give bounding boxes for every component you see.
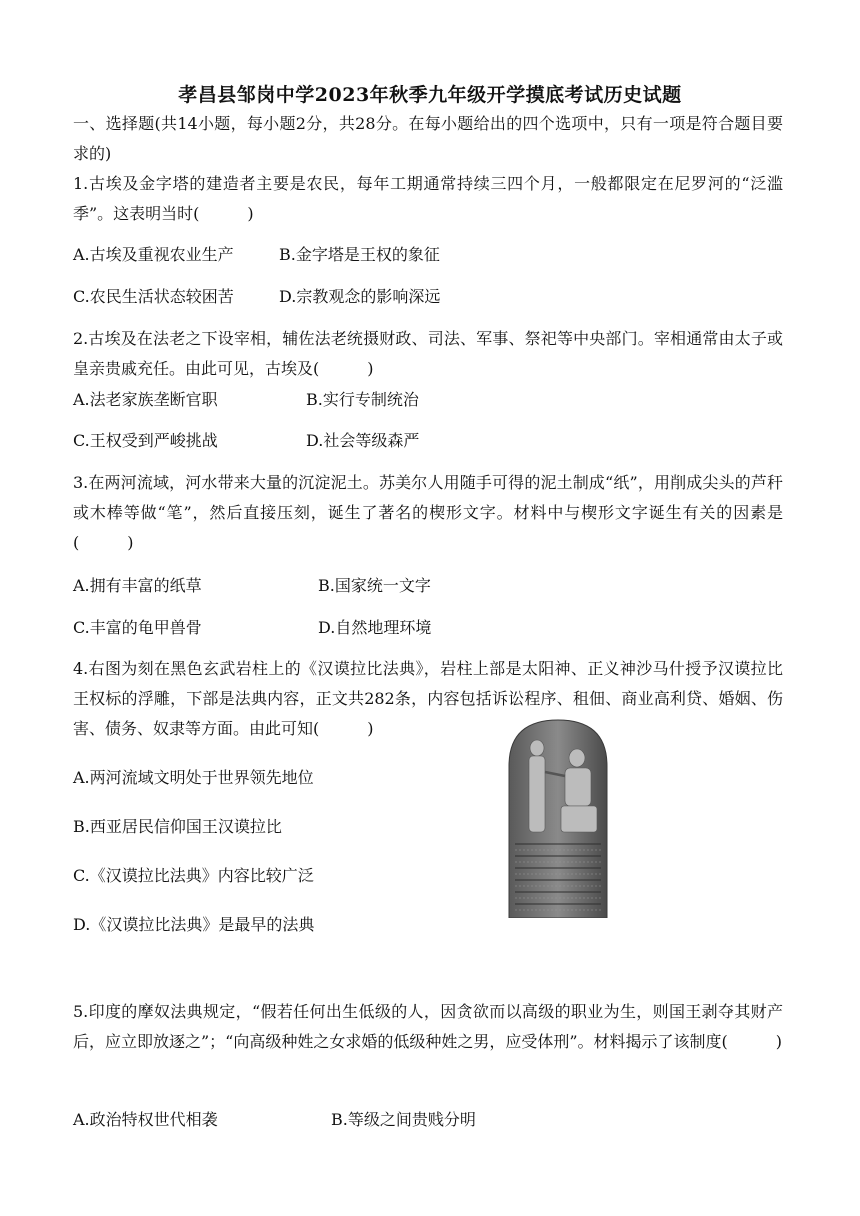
question-2-option-a[interactable]: A.法老家族垄断官职 — [73, 390, 218, 409]
question-5-option-a[interactable]: A.政治特权世代相袭 — [73, 1110, 218, 1129]
question-1-stem: 1.古埃及金字塔的建造者主要是农民，每年工期通常持续三四个月，一般都限定在尼罗河的“泛滥季”。这表明当时( ) — [73, 174, 783, 223]
question-4-option-a[interactable]: A.两河流域文明处于世界领先地位 — [73, 768, 314, 787]
question-4-option-d[interactable]: D.《汉谟拉比法典》是最早的法典 — [73, 915, 315, 934]
question-2-stem: 2.古埃及在法老之下设宰相，辅佐法老统摄财政、司法、军事、祭祀等中央部门。宰相通常由太子或皇亲贵戚充任。由此可见，古埃及( ) — [73, 329, 783, 378]
question-5-stem: 5.印度的摩奴法典规定，“假若任何出生低级的人，因贪欲而以高级的职业为生，则国王剥夺其财产后，应立即放逐之”；“向高级种姓之女求婚的低级种姓之男，应受体刑”。材料揭示了该制度( ) — [73, 1002, 783, 1051]
section-instructions: 一、选择题(共14小题，每小题2分，共28分。在每小题给出的四个选项中，只有一项是符合题目要求的) — [73, 114, 783, 163]
question-4-option-c[interactable]: C.《汉谟拉比法典》内容比较广泛 — [73, 866, 314, 885]
question-3-option-a[interactable]: A.拥有丰富的纸草 — [73, 576, 202, 595]
question-2-option-b[interactable]: B.实行专制统治 — [306, 390, 419, 409]
question-1-option-a[interactable]: A.古埃及重视农业生产 — [73, 245, 234, 264]
question-2-option-c[interactable]: C.王权受到严峻挑战 — [73, 431, 218, 450]
question-3-option-c[interactable]: C.丰富的龟甲兽骨 — [73, 618, 202, 637]
question-3-option-d[interactable]: D.自然地理环境 — [318, 618, 432, 637]
hammurabi-stele-image — [503, 718, 613, 918]
question-1-option-b[interactable]: B.金字塔是王权的象征 — [279, 245, 440, 264]
question-3-stem: 3.在两河流域，河水带来大量的沉淀泥土。苏美尔人用随手可得的泥土制成“纸”，用削成尖头的芦秆或木棒等做“笔”，然后直接压刻，诞生了著名的楔形文字。材料中与楔形文字诞生有关的因素是( ) — [73, 473, 783, 552]
question-2-option-d[interactable]: D.社会等级森严 — [306, 431, 420, 450]
question-4-stem: 4.右图为刻在黑色玄武岩柱上的《汉谟拉比法典》，岩柱上部是太阳神、正义神沙马什授予汉谟拉比王权标的浮雕，下部是法典内容，正文共282条，内容包括诉讼程序、租佃、商业高利贷、婚姻、伤害、债务、奴隶等方面。由此可知( ) — [73, 659, 783, 738]
question-3-option-b[interactable]: B.国家统一文字 — [318, 576, 431, 595]
question-5-option-b[interactable]: B.等级之间贵贱分明 — [331, 1110, 476, 1129]
question-1-option-c[interactable]: C.农民生活状态较困苦 — [73, 287, 234, 306]
question-1-option-d[interactable]: D.宗教观念的影响深远 — [279, 287, 441, 306]
exam-title: 孝昌县邹岗中学2023年秋季九年级开学摸底考试历史试题 — [178, 84, 682, 106]
question-4-option-b[interactable]: B.西亚居民信仰国王汉谟拉比 — [73, 817, 282, 836]
